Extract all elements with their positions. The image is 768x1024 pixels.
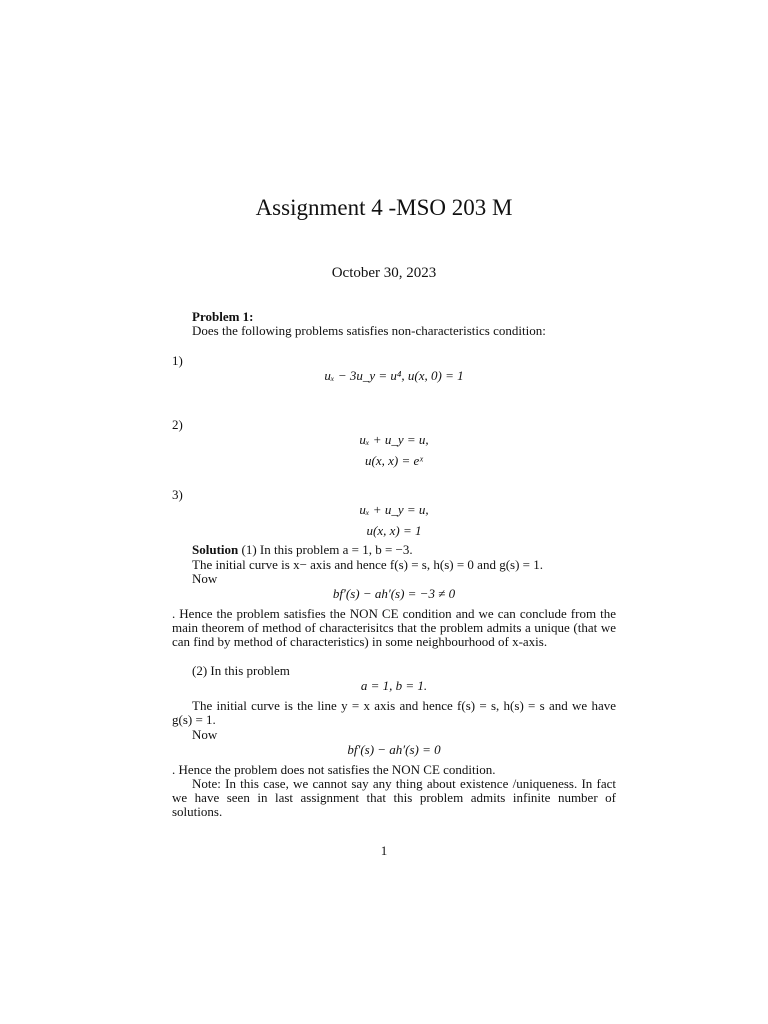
item-2-equation-2: u(x, x) = eˣ — [365, 453, 423, 468]
solution-part2-values: a = 1, b = 1. — [360, 678, 428, 693]
item-3-equation-1: uₓ + u_y = u, — [359, 502, 429, 517]
solution-heading: Solution — [192, 542, 239, 557]
solution-part1-curve: The initial curve is x− axis and hence f(s) = s, h(s) = 0 and g(s) = 1. — [192, 557, 543, 572]
problem-statement: Does the following problems satisfies non-characteristics condition: — [192, 323, 546, 338]
solution-conclusion-2: . Hence the problem does not satisfies the NON CE condition. — [172, 762, 496, 777]
solution-part1-intro: (1) In this problem a = 1, b = −3. — [241, 542, 413, 557]
solution-equation-2: bf′(s) − ah′(s) = 0 — [347, 742, 441, 757]
solution-intro — [192, 542, 413, 558]
item-1-equation: uₓ − 3u_y = u⁴, u(x, 0) = 1 — [324, 368, 464, 383]
solution-part2-curve: The initial curve is the line y = x axis and hence f(s) = s, h(s) = s and we have g(s) = 1. — [172, 698, 616, 728]
solution-now-2: Now — [192, 727, 218, 742]
solution-now-1: Now — [192, 571, 218, 586]
item-1-label: 1) — [172, 353, 183, 368]
solution-note: Note: In this case, we cannot say any thing about existence /uniqueness. In fact we have seen in last assignment that this problem admits infinite number of solutions. — [172, 776, 616, 820]
page-number: 1 — [380, 843, 388, 858]
document-title: Assignment 4 -MSO 203 M — [255, 195, 513, 220]
item-2-equation-1: uₓ + u_y = u, — [359, 432, 429, 447]
solution-equation-1: bf′(s) − ah′(s) = −3 ≠ 0 — [332, 586, 456, 601]
solution-part2-intro: (2) In this problem — [192, 663, 290, 678]
problem-heading: Problem 1: — [192, 309, 254, 324]
item-3-equation-2: u(x, x) = 1 — [366, 523, 422, 538]
document-date: October 30, 2023 — [331, 265, 437, 281]
item-2-label: 2) — [172, 417, 183, 432]
item-3-label: 3) — [172, 487, 183, 502]
solution-conclusion-1: . Hence the problem satisfies the NON CE condition and we can conclude from the main theorem of method of characterisitcs that the problem admits a unique (that we can find by method of characteristics) in some neighbourhood of x-axis. — [172, 606, 616, 650]
